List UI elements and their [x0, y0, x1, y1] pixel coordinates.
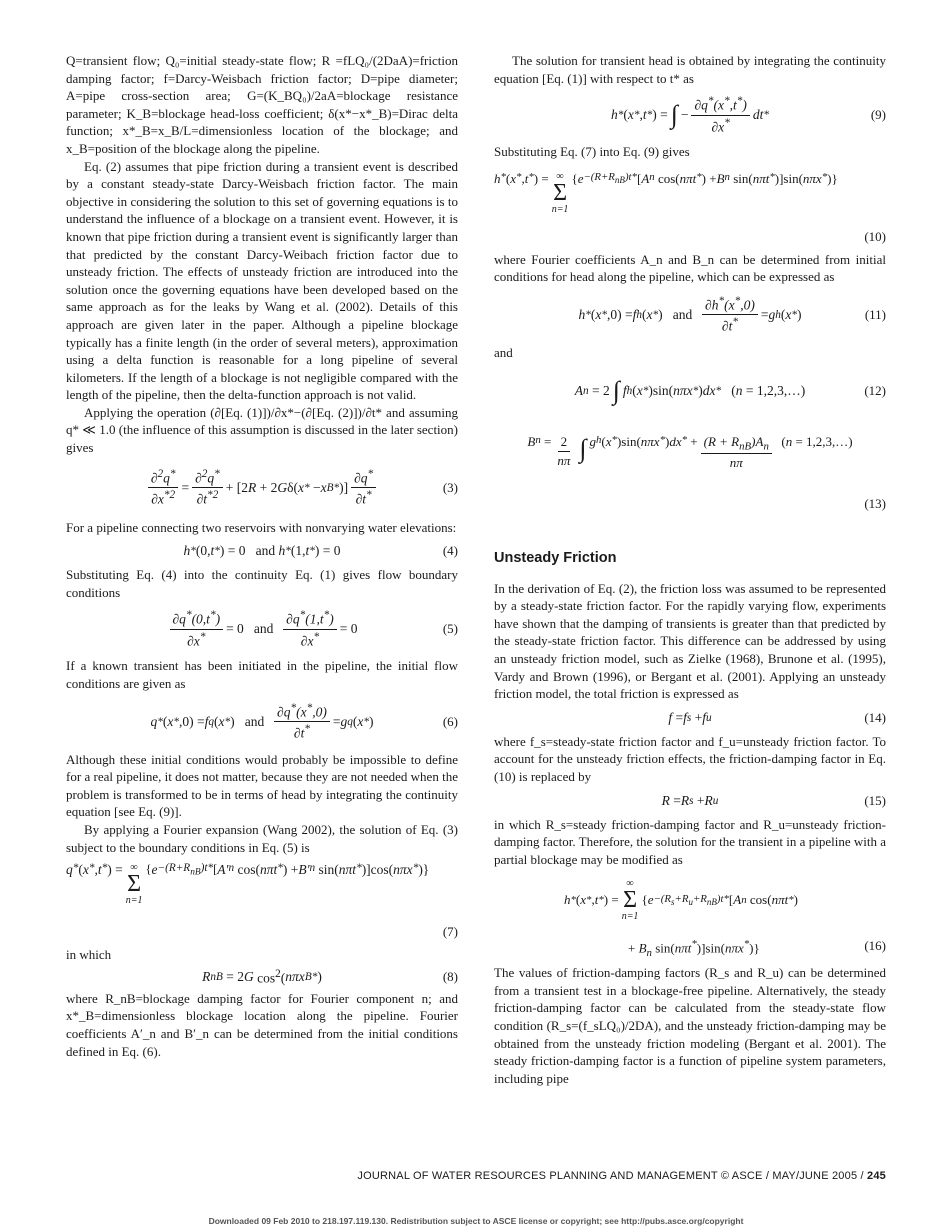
equation-14: f = f s + f u (14) — [668, 709, 886, 725]
equation-number: (11) — [864, 306, 886, 322]
substituting-eq7-paragraph: Substituting Eq. (7) into Eq. (9) gives — [494, 144, 690, 160]
equation-number: (9) — [870, 107, 886, 123]
equation-11: h * ( x * ,0) = f h ( x * ) and $\frac{\partial h^*(x^*,0)}{\partial t^*}$ = g h ( x * ) (11) — [578, 294, 886, 334]
equation-9: h * ( x * , t * ) = ∫ − $\frac{\partial q^*(x^*,t^*)}{\partial x^*}$ dt * (9) — [610, 95, 886, 135]
equation-15: R = R s + R u (15) — [661, 792, 886, 808]
section-heading-unsteady-friction: Unsteady Friction — [494, 549, 617, 566]
equation-number: (14) — [864, 709, 886, 725]
page-number: 245 — [867, 1170, 886, 1182]
equation-4: h * (0, t * ) = 0 and h * (1, t * ) = 0 (4) — [183, 543, 458, 559]
equation-8: R nB = 2 G $\cos^2$( nπx B * ) (8) — [202, 967, 458, 986]
initial-conditions-paragraph: Although these initial conditions would probably be impossible to define for a real pipeline, it does not matter, because they are not needed when the problem is transformed to be in terms of head by integrating the continuity equation [see Eq. (9)]. — [66, 751, 458, 820]
substituting-eq4-paragraph: Substituting Eq. (4) into the continuity Eq. (1) gives flow boundary conditions — [66, 567, 458, 600]
equation-3: $\frac{\partial^2q^*}{\partial x^{*2}}$ = $\frac{\partial^2q^*}{\partial t^{*2}}$ + [2 R + 2 G δ( x * − x B * )] $\frac{\partial q^*}{\partial t^*}$ (3) — [66, 457, 458, 519]
equation-13: B n = $\frac{2}{n\pi}$ ∫ g $^h$ ( x * )sin( nπx * ) dx * + $\frac{(R + R_{nB})A_n}{n\pi}$ ( n = 1,2,3,…) (13) — [527, 433, 886, 511]
damping-factors-paragraph: in which R_s=steady friction-damping factor and R_u=unsteady friction-damping factor. Therefore, the solution for the transient in a pipeline with a partial blockage may be modified as — [494, 816, 886, 867]
equation-16: h * ( x * , t * ) = ∞ Σ n=1 { e $-(R_s+R_u+R_{nB})t*$ [ A n cos( nπt * ) + $B_n$ sin(nπt*)]sin(nπx*)} (16) — [564, 878, 886, 960]
equation-number: (4) — [442, 543, 458, 559]
left-column — [66, 52, 458, 1060]
equation-number: (10) — [864, 228, 886, 244]
equation-7: q * ( x * , t * ) = ∞ Σ n=1 { e $-(R+R_{nB})t*$ [ A′ n cos( nπt * ) + B′ n sin( nπt * )]cos( nπx * )} (7) — [66, 862, 458, 940]
pipeline-paragraph: For a pipeline connecting two reservoirs with nonvarying water elevations: — [66, 519, 457, 535]
equation-number: (16) — [864, 938, 886, 954]
right-column — [494, 52, 886, 1087]
friction-factors-paragraph: where f_s=steady-state friction factor and f_u=unsteady friction factor. To account for the unsteady friction effects, the friction-damping factor in Eq. (10) is replaced by — [494, 733, 886, 784]
friction-damping-values-paragraph: The values of friction-damping factors (R_s and R_u) can be determined from a transient test in a blockage-free pipeline. Alternatively, the steady friction-damping factor can be calculated from the steady-state flow condition (R_s=(f_sLQ₀)/2DA), and the unsteady friction-damping may be obtained from the unsteady friction modeling (Bergant et al. 2001). The steady friction-damping factor is a function of pipeline system parameters, including pipe — [494, 965, 886, 1086]
equation-number: (12) — [864, 382, 886, 398]
equation-6: q * ( x * ,0) = f q ( x * ) and $\frac{\partial q^*(x^*,0)}{\partial t^*}$ = g q ( x * ) (6) — [150, 701, 458, 741]
eq2-discussion-paragraph: Eq. (2) assumes that pipe friction during a transient event is described by a constant steady-state Darcy-Weisbach friction factor. The main objective in considering the solution to this set of governing equations is to understand the influence of a blockage on a transient event. However, it is known that pipe friction during a transient event is significantly larger than that predicted by the constant Darcy-Weibach friction factor due to unsteady friction. The effects of unsteady friction are introduced into the solution once the governing equations have been developed based on the same approach as for the leaks by Wang et al. (2002). Details of this approach are given later in the paper. Although a pipeline blockage typically has a finite length (in the order of several meters), approximation using a delta function is reasonable for a long pipeline of several kilometers. If the length of a blockage is not negligible compared with the length of the pipeline, then the delta-function approach is not valid. — [66, 158, 458, 403]
equation-number: (15) — [864, 792, 886, 808]
and-paragraph: and — [494, 344, 513, 360]
blockage-damping-paragraph: where R_nB=blockage damping factor for Fourier component n; and x*_B=dimensionless blockage location along the pipeline. Fourier coefficients A′_n and B′_n can be determined from the initial conditions defined in Eq. (6). — [66, 990, 458, 1059]
equation-5: $\frac{\partial q^*(0,t^*)}{\partial x^*}$ = 0 and $\frac{\partial q^*(1,t^*)}{\partial x^*}$ = 0 (5) — [66, 601, 458, 657]
known-transient-paragraph: If a known transient has been initiated in the pipeline, the initial flow conditions are given as — [66, 658, 458, 692]
unsteady-friction-paragraph: In the derivation of Eq. (2), the friction loss was assumed to be represented by a steady-state friction factor. For the rapidly varying flow, experiments have shown that the damping of transients is greater than that predicted by the steady-state friction factor. This difference can be addressed by using an unsteady friction model, such as Zielke (1968), Brunone et al. (1995), Vardy and Brown (1996), or Bergant et al. (2001). Applying an unsteady friction model, the total friction is expressed as — [494, 580, 886, 702]
equation-number: (13) — [864, 495, 886, 511]
equation-number: (5) — [442, 621, 458, 637]
fourier-expansion-paragraph: By applying a Fourier expansion (Wang 2002), the solution of Eq. (3) subject to the boundary conditions in Eq. (5) is — [66, 822, 458, 855]
equation-12: A n = 2 ∫ f h ( x * )sin( nπx * ) dx * ( n = 1,2,3,…) (12) — [574, 375, 886, 405]
definitions-paragraph: Q=transient flow; Q₀=initial steady-state flow; R =fLQ₀/(2DaA)=friction damping factor; f=Darcy-Weisbach friction factor; D=pipe diameter; A=pipe cross-section area; G=(K_BQ₀)/2aA=blockage resistance parameter; K_B=blockage head-loss coefficient; δ(x*−x*_B)=Dirac delta function; x*_B=x_B/L=dimensionless location of the blockage; and x_B=position of the blockage along the pipeline. — [66, 53, 458, 156]
equation-number: (7) — [442, 924, 458, 940]
journal-footer — [300, 1170, 886, 1182]
in-which-paragraph: in which — [66, 947, 112, 963]
equation-number: (6) — [442, 713, 458, 729]
equation-number: (8) — [442, 968, 458, 984]
apply-operation-paragraph: Applying the operation (∂[Eq. (1)])/∂x*−(∂[Eq. (2)])/∂t* and assuming q* ≪ 1.0 (the influence of this assumption is discussed in the later section) gives — [66, 404, 458, 456]
transient-head-paragraph: The solution for transient head is obtained by integrating the continuity equation [Eq. (1)] with respect to t* as — [494, 53, 886, 86]
equation-number: (3) — [442, 479, 458, 495]
equation-10: h * ( x * , t * ) = ∞ Σ n=1 { e $-(R+R_{nB})t*$ [ A n cos( nπt * ) + B n sin( nπt * )]sin( nπx * )} (10) — [494, 170, 886, 244]
download-notice: Downloaded 09 Feb 2010 to 218.197.119.130. Redistribution subject to ASCE license or copyright; see http://pubs.asce.org/copyright — [208, 1216, 744, 1226]
journal-citation: JOURNAL OF WATER RESOURCES PLANNING AND MANAGEMENT © ASCE / MAY/JUNE 2005 / — [357, 1170, 868, 1182]
fourier-coefficients-paragraph: where Fourier coefficients A_n and B_n can be determined from initial conditions for head along the pipeline, which can be expressed as — [494, 251, 886, 285]
